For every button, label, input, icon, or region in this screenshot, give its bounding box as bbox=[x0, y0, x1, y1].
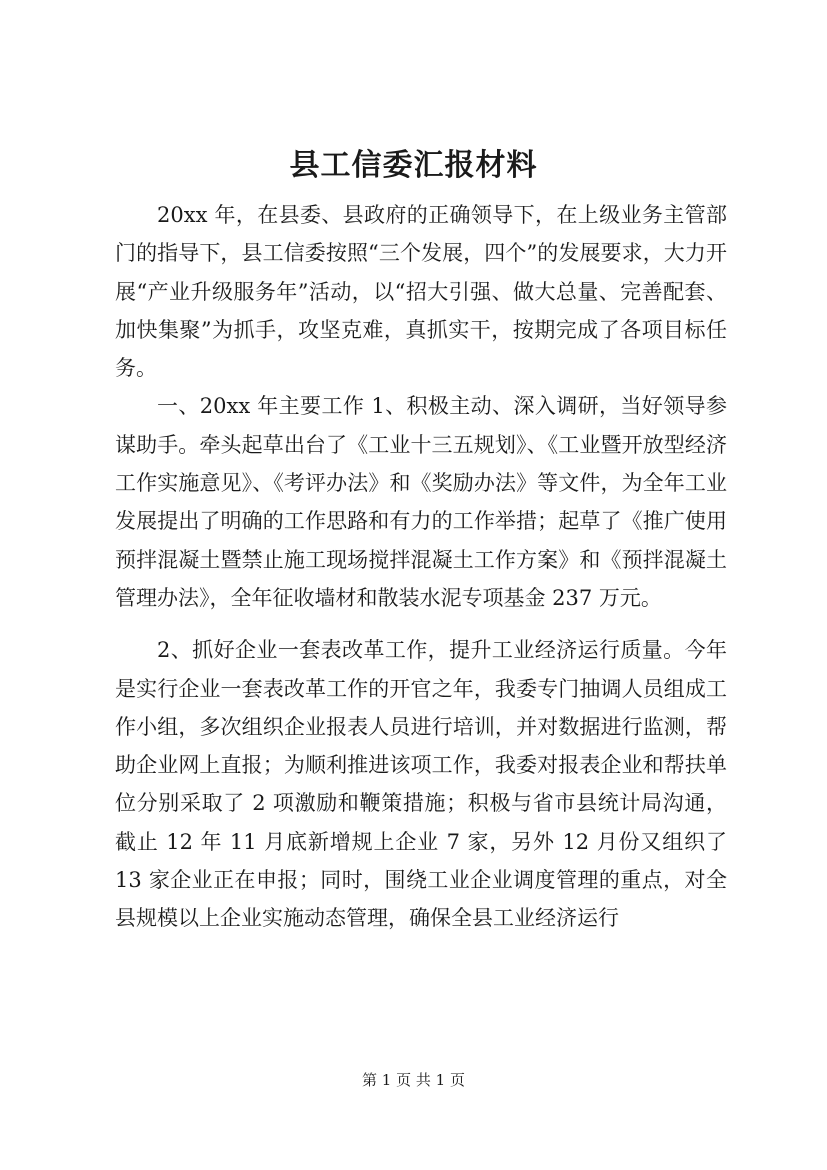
paragraph-intro: 20xx 年，在县委、县政府的正确领导下，在上级业务主管部门的指导下，县工信委按照“三个发展，四个”的发展要求，大力开展“产业升级服务年”活动，以“招大引强、做大总量、完善配套、加快集聚”为抓手，攻坚克难，真抓实干，按期完成了各项目标任务。 bbox=[115, 203, 727, 381]
paragraph-section-one: 一、20xx 年主要工作 1、积极主动、深入调研，当好领导参谋助手。牵头起草出台了《工业十三五规划》、《工业暨开放型经济工作实施意见》、《考评办法》和《奖励办法》等文件，为全年工业发展提出了明确的工作思路和有力的工作举措；起草了《推广使用预拌混凝土暨禁止施工现场搅拌混凝土工作方案》和《预拌混凝土管理办法》，全年征收墙材和散装水泥专项基金 237 万元。 bbox=[115, 394, 727, 610]
page-footer: 第 1 页 共 1 页 bbox=[362, 1071, 465, 1089]
document-body bbox=[115, 196, 727, 938]
document-title: 县工信委汇报材料 bbox=[289, 148, 538, 183]
paragraph-item-two: 2、抓好企业一套表改革工作，提升工业经济运行质量。今年是实行企业一套表改革工作的开官之年，我委专门抽调人员组成工作小组，多次组织企业报表人员进行培训，并对数据进行监测，帮助企业网上直报；为顺利推进该项工作，我委对报表企业和帮扶单位分别采取了 2 项激励和鞭策措施；积极与省市县统计局沟通，截止 12 年 11 月底新增规上企业 7 家，另外 12 月份又组织了 13 家企业正在申报；同时，围绕工业企业调度管理的重点，对全县规模以上企业实施动态管理，确保全县工业经济运行 bbox=[115, 638, 727, 931]
